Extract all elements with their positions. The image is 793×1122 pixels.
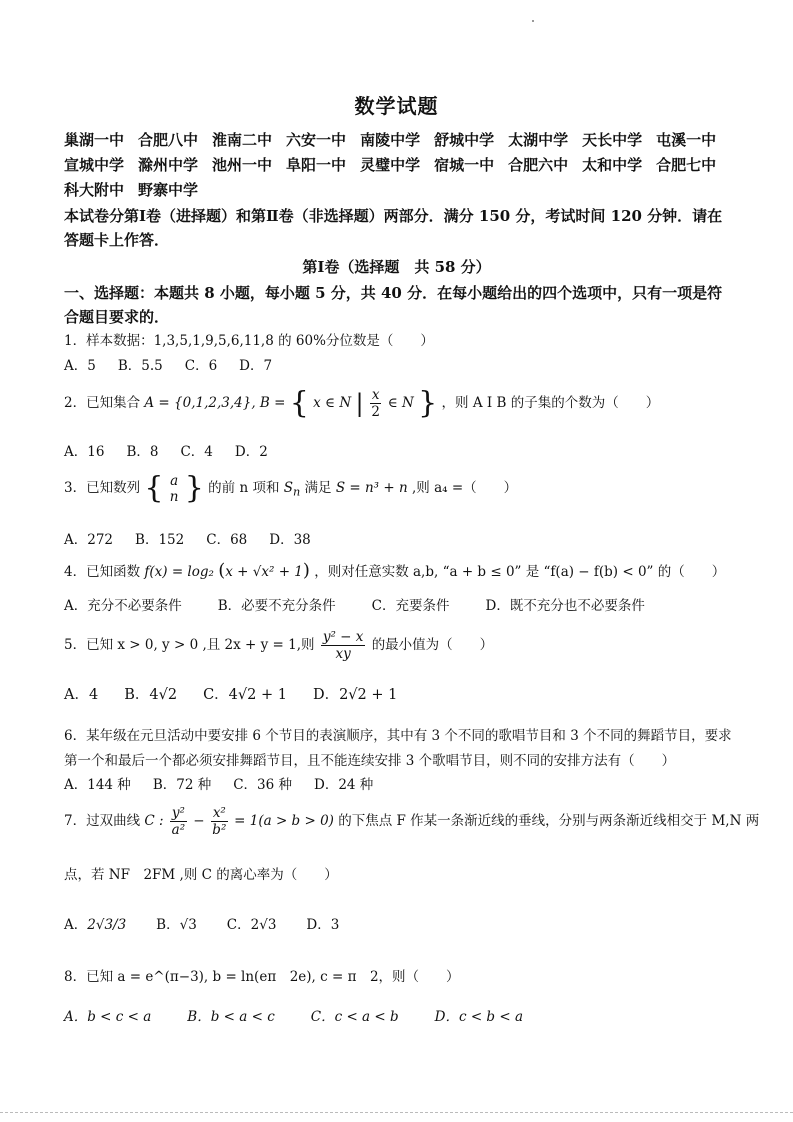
q5-fraction <box>321 629 366 662</box>
option-a: 2√3/3 <box>87 917 127 933</box>
q3-sn: S <box>283 480 293 496</box>
denominator: b² <box>212 822 227 838</box>
question-2 <box>64 386 734 421</box>
q4-pre: 4．已知函数 <box>64 564 141 580</box>
denominator: xy <box>335 646 351 662</box>
option-c: C．c < a < b <box>310 1009 399 1025</box>
q2-fraction <box>370 387 382 420</box>
school: 野寨中学 <box>138 181 199 199</box>
option-a: A．4 <box>64 687 99 703</box>
q5-post: 的最小值为（ ） <box>371 637 494 653</box>
option-c: C．68 <box>206 532 248 548</box>
option-c: C．2√3 <box>226 917 277 933</box>
option-d: D．24 种 <box>314 777 374 793</box>
option-b: B．72 种 <box>152 777 212 793</box>
option-d: D．7 <box>239 358 273 374</box>
option-c: C．充要条件 <box>371 598 450 614</box>
question-3 <box>64 470 734 511</box>
question-2-options <box>64 441 734 463</box>
option-d: D．2 <box>234 444 268 460</box>
question-8-options <box>64 1006 734 1028</box>
school: 巢湖一中 <box>64 131 125 149</box>
question-3-options <box>64 529 734 551</box>
q7-fraction-1 <box>170 805 187 838</box>
q7-pre: 7．过双曲线 <box>64 813 141 829</box>
question-5 <box>64 628 734 662</box>
school: 天长中学 <box>582 131 643 149</box>
section-heading: 一、选择题：本题共 8 小题，每小题 5 分，共 40 分．在每小题给出的四个选项中，只有一项是符合题目要求的． <box>64 284 723 326</box>
bottom-divider <box>0 1112 793 1113</box>
option-b: B．5.5 <box>117 358 163 374</box>
question-7-line-2: 点，若 NF 2FM ,则 C 的离心率为（ ） <box>64 867 338 883</box>
q7-minus: − <box>193 813 205 829</box>
q3-formula: S = n³ + n <box>335 480 408 496</box>
q7-fraction-2 <box>211 805 228 838</box>
q7-eq: = 1(a > b > 0) <box>234 813 334 829</box>
q3-mid: 的前 n 项和 <box>208 480 280 496</box>
option-a: A．272 <box>64 532 114 548</box>
school-list <box>64 128 734 203</box>
q2-pre: 2．已知集合 <box>64 395 141 411</box>
option-a: A．b < c < a <box>64 1009 152 1025</box>
school: 合肥六中 <box>508 156 569 174</box>
q3-pre: 3．已知数列 <box>64 480 141 496</box>
q7-c: C : <box>144 813 164 829</box>
option-b: B．必要不充分条件 <box>217 598 336 614</box>
question-8: 8．已知 a = e^(π−3), b = ln(eπ 2e), c = π 2，则（ ） <box>64 969 460 985</box>
option-c: C．4 <box>180 444 213 460</box>
option-b: B．b < a < c <box>187 1009 275 1025</box>
part-heading: 第Ⅰ卷（选择题 共 58 分） <box>302 258 491 276</box>
bar: | <box>355 389 364 418</box>
q3-seq <box>170 473 179 505</box>
school: 合肥八中 <box>138 131 199 149</box>
left-brace: { <box>289 385 309 421</box>
option-b: B．√3 <box>156 917 197 933</box>
seq-top: a <box>170 472 179 489</box>
school: 南陵中学 <box>360 131 421 149</box>
q2-in-n: ∈ N <box>387 395 414 411</box>
option-b: B．4√2 <box>124 687 178 703</box>
question-4 <box>64 560 734 583</box>
question-4-options <box>64 595 734 617</box>
school: 池州一中 <box>212 156 273 174</box>
school: 屯溪一中 <box>656 131 717 149</box>
option-c: C．36 种 <box>233 777 293 793</box>
paren-close: ) <box>302 560 310 581</box>
denominator: 2 <box>371 404 380 420</box>
question-6: 6．某年级在元旦活动中要安排 6 个节目的表演顺序，其中有 3 个不同的歌唱节目和 3 个不同的舞蹈节目，要求第一个和最后一个都必须安排舞蹈节目，且不能连续安排 3 个歌唱节目，则不同的安排方法有（ ） <box>64 728 732 769</box>
exam-intro: 本试卷分第Ⅰ卷（进择题）和第Ⅱ卷（非选择题）两部分．满分 150 分，考试时间 120 分钟．请在答题卡上作答． <box>64 207 723 249</box>
school: 六安一中 <box>286 131 347 149</box>
question-1-options <box>64 355 734 377</box>
option-a: A．充分不必要条件 <box>64 598 182 614</box>
page-title: 数学试题 <box>354 94 439 118</box>
q2-post: ，则 A I B 的子集的个数为（ ） <box>441 395 660 411</box>
question-7-options <box>64 908 734 942</box>
option-d: D．38 <box>269 532 311 548</box>
numerator: y² <box>171 805 185 821</box>
school: 舒城中学 <box>434 131 495 149</box>
question-1: 1．样本数据：1,3,5,1,9,5,6,11,8 的 60%分位数是（ ） <box>64 333 434 349</box>
option-d: D．2√2 + 1 <box>312 687 398 703</box>
option-d: D．既不充分也不必要条件 <box>485 598 645 614</box>
right-brace: } <box>184 470 204 506</box>
option-c: C．4√2 + 1 <box>203 687 287 703</box>
q3-post: ,则 a₄ =（ ） <box>411 480 518 496</box>
q2-x: x ∈ N <box>313 395 352 411</box>
option-a: A．5 <box>64 358 96 374</box>
q4-arg: x + √x² + 1 <box>225 564 303 580</box>
q4-mid: ，则对任意实数 a,b, “a + b ≤ 0” 是 “f(a) − f(b) < 0” 的（ ） <box>314 564 726 580</box>
q3-mid2: 满足 <box>304 480 332 496</box>
school: 灵璧中学 <box>360 156 421 174</box>
option-d: D．c < b < a <box>434 1009 524 1025</box>
school: 滁州中学 <box>138 156 199 174</box>
question-5-options <box>64 684 734 706</box>
paren-open: ( <box>218 560 226 581</box>
right-brace: } <box>418 385 438 421</box>
q3-sub: n <box>293 485 301 499</box>
school: 合肥七中 <box>656 156 717 174</box>
option-a-label: A． <box>64 917 88 933</box>
school: 科大附中 <box>64 181 125 199</box>
option-b: B．8 <box>126 444 159 460</box>
option-c: C．6 <box>184 358 218 374</box>
q7-post: 的下焦点 F 作某一条渐近线的垂线，分别与两条渐近线相交于 M,N 两 <box>338 813 760 829</box>
school: 淮南二中 <box>212 131 273 149</box>
school: 宣城中学 <box>64 156 125 174</box>
left-brace: { <box>144 470 164 506</box>
option-a: A．16 <box>64 444 105 460</box>
question-7 <box>64 804 760 838</box>
option-a: A．144 种 <box>64 777 131 793</box>
option-b: B．152 <box>135 532 185 548</box>
school: 宿城一中 <box>434 156 495 174</box>
option-d: D．3 <box>306 917 340 933</box>
denominator: a² <box>171 822 186 838</box>
question-6-options <box>64 774 734 796</box>
numerator: y² − x <box>322 629 364 645</box>
school: 太和中学 <box>582 156 643 174</box>
school: 太湖中学 <box>508 131 569 149</box>
numerator: x <box>371 387 380 403</box>
q4-fx: f(x) = log₂ <box>144 564 214 580</box>
seq-bottom: n <box>169 488 179 505</box>
school: 阜阳一中 <box>286 156 347 174</box>
q2-set-a: A = {0,1,2,3,4}, B = <box>144 395 290 411</box>
scan-dot <box>532 20 534 22</box>
q5-pre: 5．已知 x > 0, y > 0 ,且 2x + y = 1,则 <box>64 637 315 653</box>
numerator: x² <box>212 805 226 821</box>
